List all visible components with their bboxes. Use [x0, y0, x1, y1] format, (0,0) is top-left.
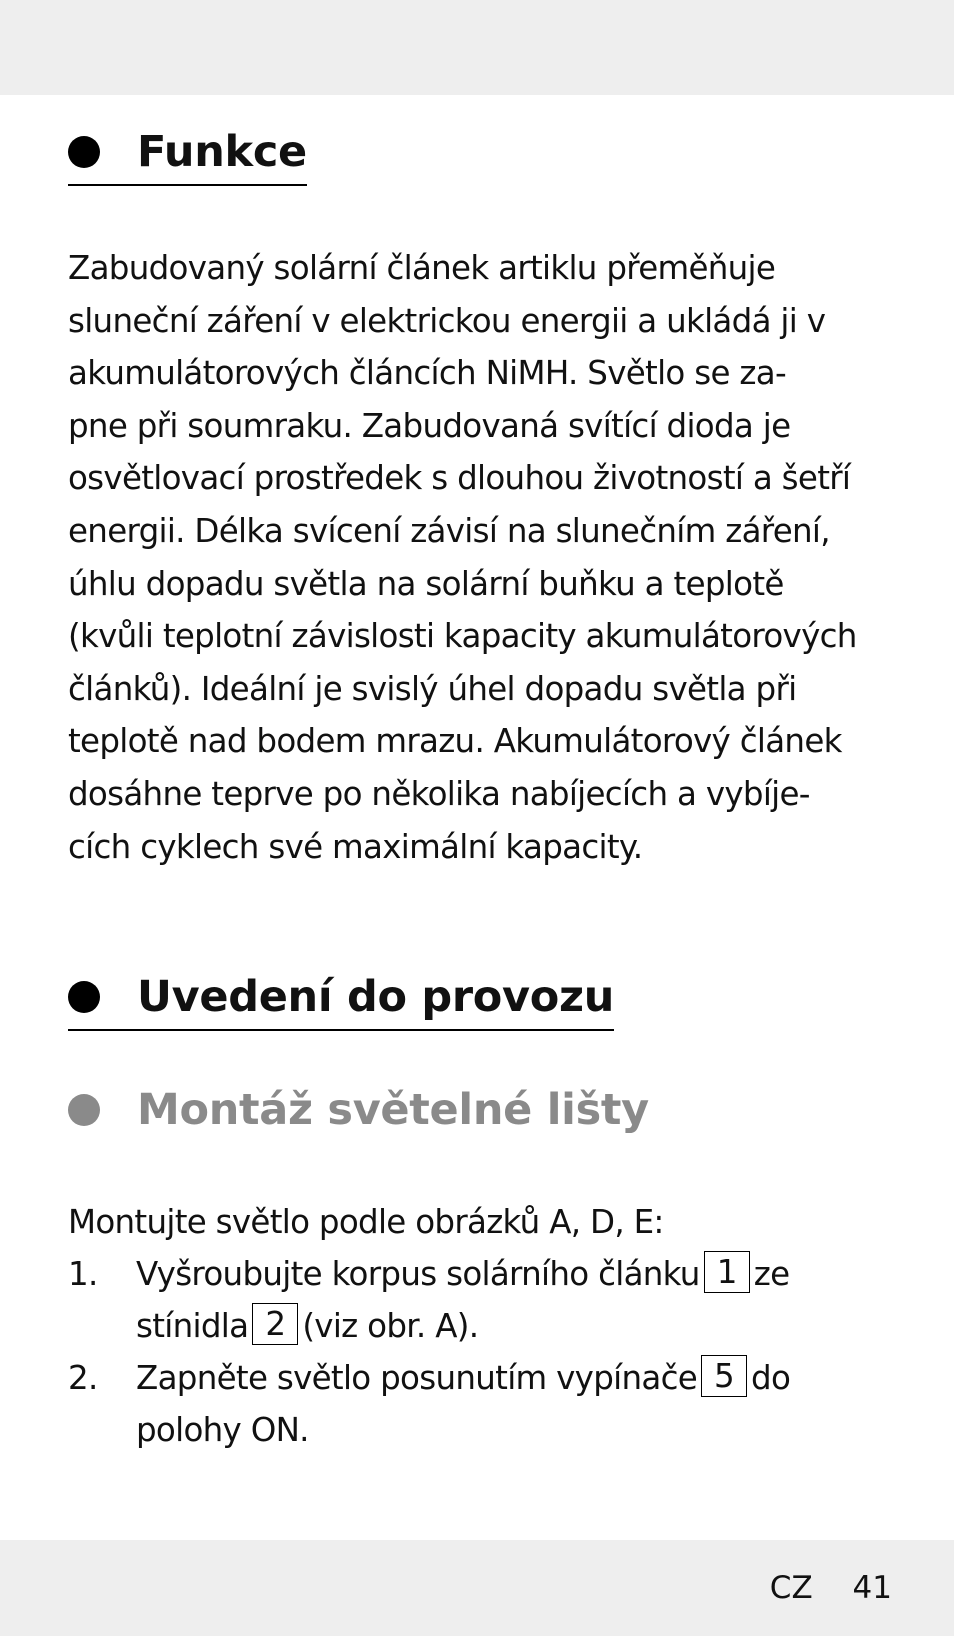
heading-montaz-text: Montáž světelné lišty: [137, 1085, 649, 1135]
paragraph-line: cích cyklech své maximální kapacity.: [68, 827, 643, 866]
paragraph-line: osvětlovací prostředek s dlouhou životností a šetří: [68, 459, 851, 498]
step-text: ze: [753, 1255, 790, 1293]
step-text: Vyšroubujte korpus solárního článku: [136, 1255, 700, 1293]
step-text: stínidla: [136, 1307, 249, 1345]
paragraph-line: (kvůli teplotní závislosti kapacity akumulátorových: [68, 617, 857, 656]
step-text: (viz obr. A).: [302, 1307, 479, 1345]
bullet-icon: [68, 136, 100, 168]
list-item: [68, 1248, 790, 1352]
bullet-icon: [68, 1094, 100, 1126]
step-number: 1.: [68, 1255, 98, 1293]
step-line: [136, 1248, 790, 1300]
heading-uvedeni: [68, 969, 614, 1031]
heading-funkce: [68, 124, 307, 186]
list-item: [68, 1352, 790, 1456]
heading-uvedeni-text: Uvedení do provozu: [137, 972, 615, 1022]
paragraph-line: teplotě nad bodem mrazu. Akumulátorový článek: [68, 722, 842, 761]
step-text: do: [751, 1359, 791, 1397]
step-line: [136, 1300, 790, 1352]
part-reference: 1: [704, 1251, 750, 1293]
paragraph-line: sluneční záření v elektrickou energii a ukládá ji v: [68, 301, 826, 340]
paragraph-line: akumulátorových článcích NiMH. Světlo se za-: [68, 354, 786, 393]
step-text: Zapněte světlo posunutím vypínače: [136, 1359, 698, 1397]
montaz-intro: Montujte světlo podle obrázků A, D, E:: [68, 1203, 664, 1241]
paragraph-line: Zabudovaný solární článek artiklu přeměňuje: [68, 249, 776, 287]
part-reference: 2: [252, 1303, 298, 1345]
bullet-icon: [68, 981, 100, 1013]
funkce-paragraph: [68, 242, 908, 873]
paragraph-line: článků). Ideální je svislý úhel dopadu světla při: [68, 669, 797, 708]
step-line: [136, 1352, 790, 1404]
page-footer: [770, 1566, 892, 1610]
part-reference: 5: [701, 1355, 747, 1397]
step-number: 2.: [68, 1359, 98, 1397]
paragraph-line: dosáhne teprve po několika nabíjecích a vybíje-: [68, 774, 810, 813]
paragraph-line: úhlu dopadu světla na solární buňku a teplotě: [68, 564, 784, 603]
steps-list: [68, 1248, 790, 1456]
paragraph-line: pne při soumraku. Zabudovaná svítící dioda je: [68, 406, 791, 445]
language-code: CZ: [769, 1570, 813, 1606]
heading-funkce-text: Funkce: [137, 127, 307, 177]
paragraph-line: energii. Délka svícení závisí na slunečním záření,: [68, 511, 830, 550]
top-margin-band: [0, 0, 954, 95]
heading-montaz: [68, 1082, 649, 1138]
step-line: polohy ON.: [136, 1411, 309, 1449]
page-number: 41: [852, 1570, 892, 1606]
